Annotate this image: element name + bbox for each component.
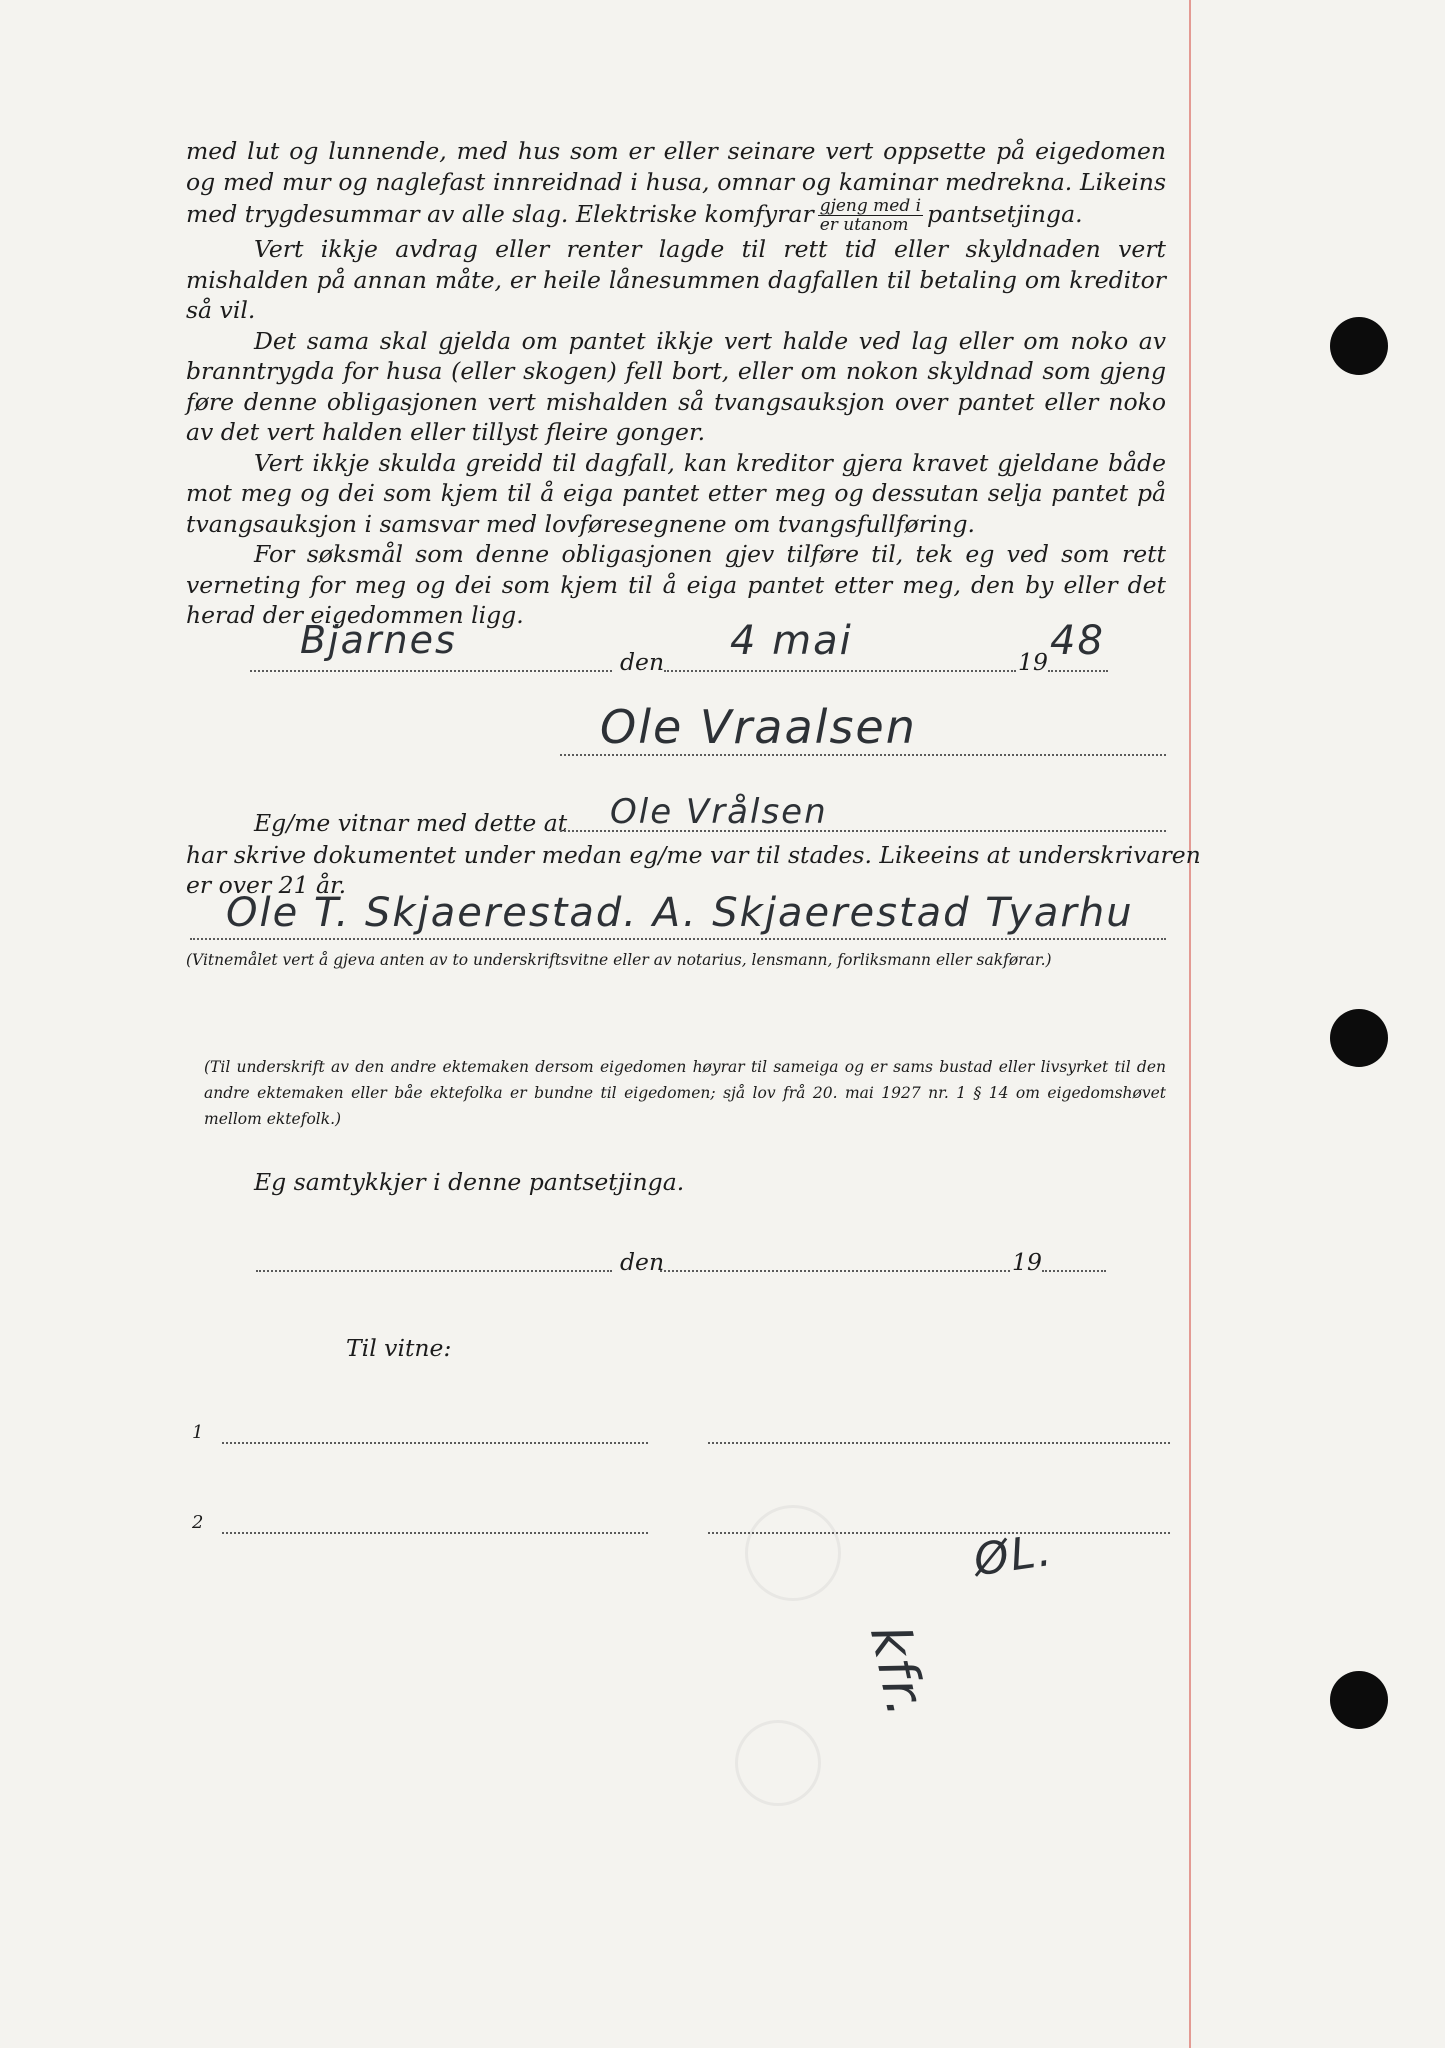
paragraph-default: Vert ikkje avdrag eller renter lagde til rett tid eller skyldnaden vert mishalden på annan måte, er heile lånesummen dagfallen til betaling om kreditor så vil. [186, 235, 1166, 324]
witness-signature-line [190, 938, 1166, 940]
til-vitne-label: Til vitne: [346, 1334, 452, 1362]
show-through-stamp [735, 1720, 821, 1806]
place-line [250, 670, 612, 672]
witness-number-1: 1 [192, 1422, 204, 1443]
paragraph-insurance: Det sama skal gjelda om pantet ikkje vert halde ved lag eller om noko av branntrygda for husa (eller skogen) fell bort, eller om nokon skyldnad som gjeng føre denne obligasjonen vert mishalden så tvangsauksjon over pantet eller noko av det vert halden eller tillyst fleire gonger. [186, 326, 1166, 446]
spouse-place-line [256, 1270, 612, 1272]
place-handwritten: Bjarnes [300, 618, 457, 662]
mortgage-terms-text [186, 136, 1166, 631]
spouse-date-line [660, 1270, 1010, 1272]
year-prefix: 19 [1018, 648, 1048, 676]
witness-signer-name: Ole Vrålsen [610, 792, 828, 832]
spouse-den-label: den [620, 1248, 665, 1276]
scribble-annotation: kfr. [857, 1619, 939, 1724]
spouse-note: (Til underskrift av den andre ektemaken dersom eigedomen høyrar til sameiga og er sams bustad eller livsyrket til den andre ektemaken eller båe ektefolka er bundne til eigedomen; sjå lov frå 20. mai 1927 nr. 1 § 14 om eigedomshøvet mellom ektefolk.) [204, 1058, 1166, 1128]
witness1-line-left [222, 1442, 648, 1444]
signer-line [560, 754, 1166, 756]
year-line [1048, 670, 1108, 672]
spouse-year-line [1042, 1270, 1106, 1272]
witness-line2: har skrive dokumentet under medan eg/me var til stades. Likeeins at underskrivaren [186, 841, 1201, 869]
paragraph-property-end: pantsetjinga. [927, 200, 1083, 228]
spouse-year-prefix: 19 [1012, 1248, 1042, 1276]
paragraph-property [186, 136, 1166, 234]
witness-number-2: 2 [192, 1512, 204, 1533]
den-label: den [620, 648, 665, 676]
witness-intro: Eg/me vitnar med dette at [254, 809, 568, 837]
witness-line3: er over 21 år. [186, 871, 347, 899]
date-line [664, 670, 1016, 672]
witness-note: (Vitnemålet vert å gjeva anten av to underskriftsvitne eller av notarius, lensmann, forliksmann eller sakførar.) [186, 951, 1052, 969]
date-handwritten: 4 mai [730, 618, 853, 664]
fraction-choice [818, 197, 923, 234]
fraction-bottom: er utanom [819, 215, 909, 235]
year-handwritten: 48 [1050, 618, 1105, 664]
punch-hole-bottom [1330, 1671, 1388, 1729]
show-through-stamp [745, 1505, 841, 1601]
witness-signatures: Ole T. Skjaerestad. A. Skjaerestad Tyarhu [226, 890, 1134, 936]
paragraph-property-text: med lut og lunnende, med hus som er eller seinare vert oppsette på eigedomen og med mur og naglefast innreidnad i husa, omnar og kaminar medrekna. Likeins med trygdesummar av alle slag. Elektriske komfyrar [186, 137, 1166, 228]
fraction-top: gjeng med i [819, 196, 922, 216]
paragraph-collection: Vert ikkje skulda greidd til dagfall, kan kreditor gjera kravet gjeldane både mot meg og dei som kjem til å eiga pantet etter meg og dessutan selja pantet på tvangsauksjon i samsvar med lovføresegnene om tvangsfullføring. [186, 448, 1166, 538]
witness1-line-right [708, 1442, 1170, 1444]
spouse-consent: Eg samtykkjer i denne pantsetjinga. [254, 1168, 685, 1196]
red-margin-line [1189, 0, 1191, 2048]
signer-signature: Ole Vraalsen [600, 700, 917, 754]
paragraph-venue: For søksmål som denne obligasjonen gjev tilføre til, tek eg ved som rett verneting for meg og dei som kjem til å eiga pantet etter meg, den by eller det herad der eigedommen ligg. [186, 540, 1166, 629]
initials-annotation: ØL. [970, 1524, 1057, 1587]
witness2-line-right [708, 1532, 1170, 1534]
punch-hole-middle [1330, 1009, 1388, 1067]
witness2-line-left [222, 1532, 648, 1534]
punch-hole-top [1330, 317, 1388, 375]
